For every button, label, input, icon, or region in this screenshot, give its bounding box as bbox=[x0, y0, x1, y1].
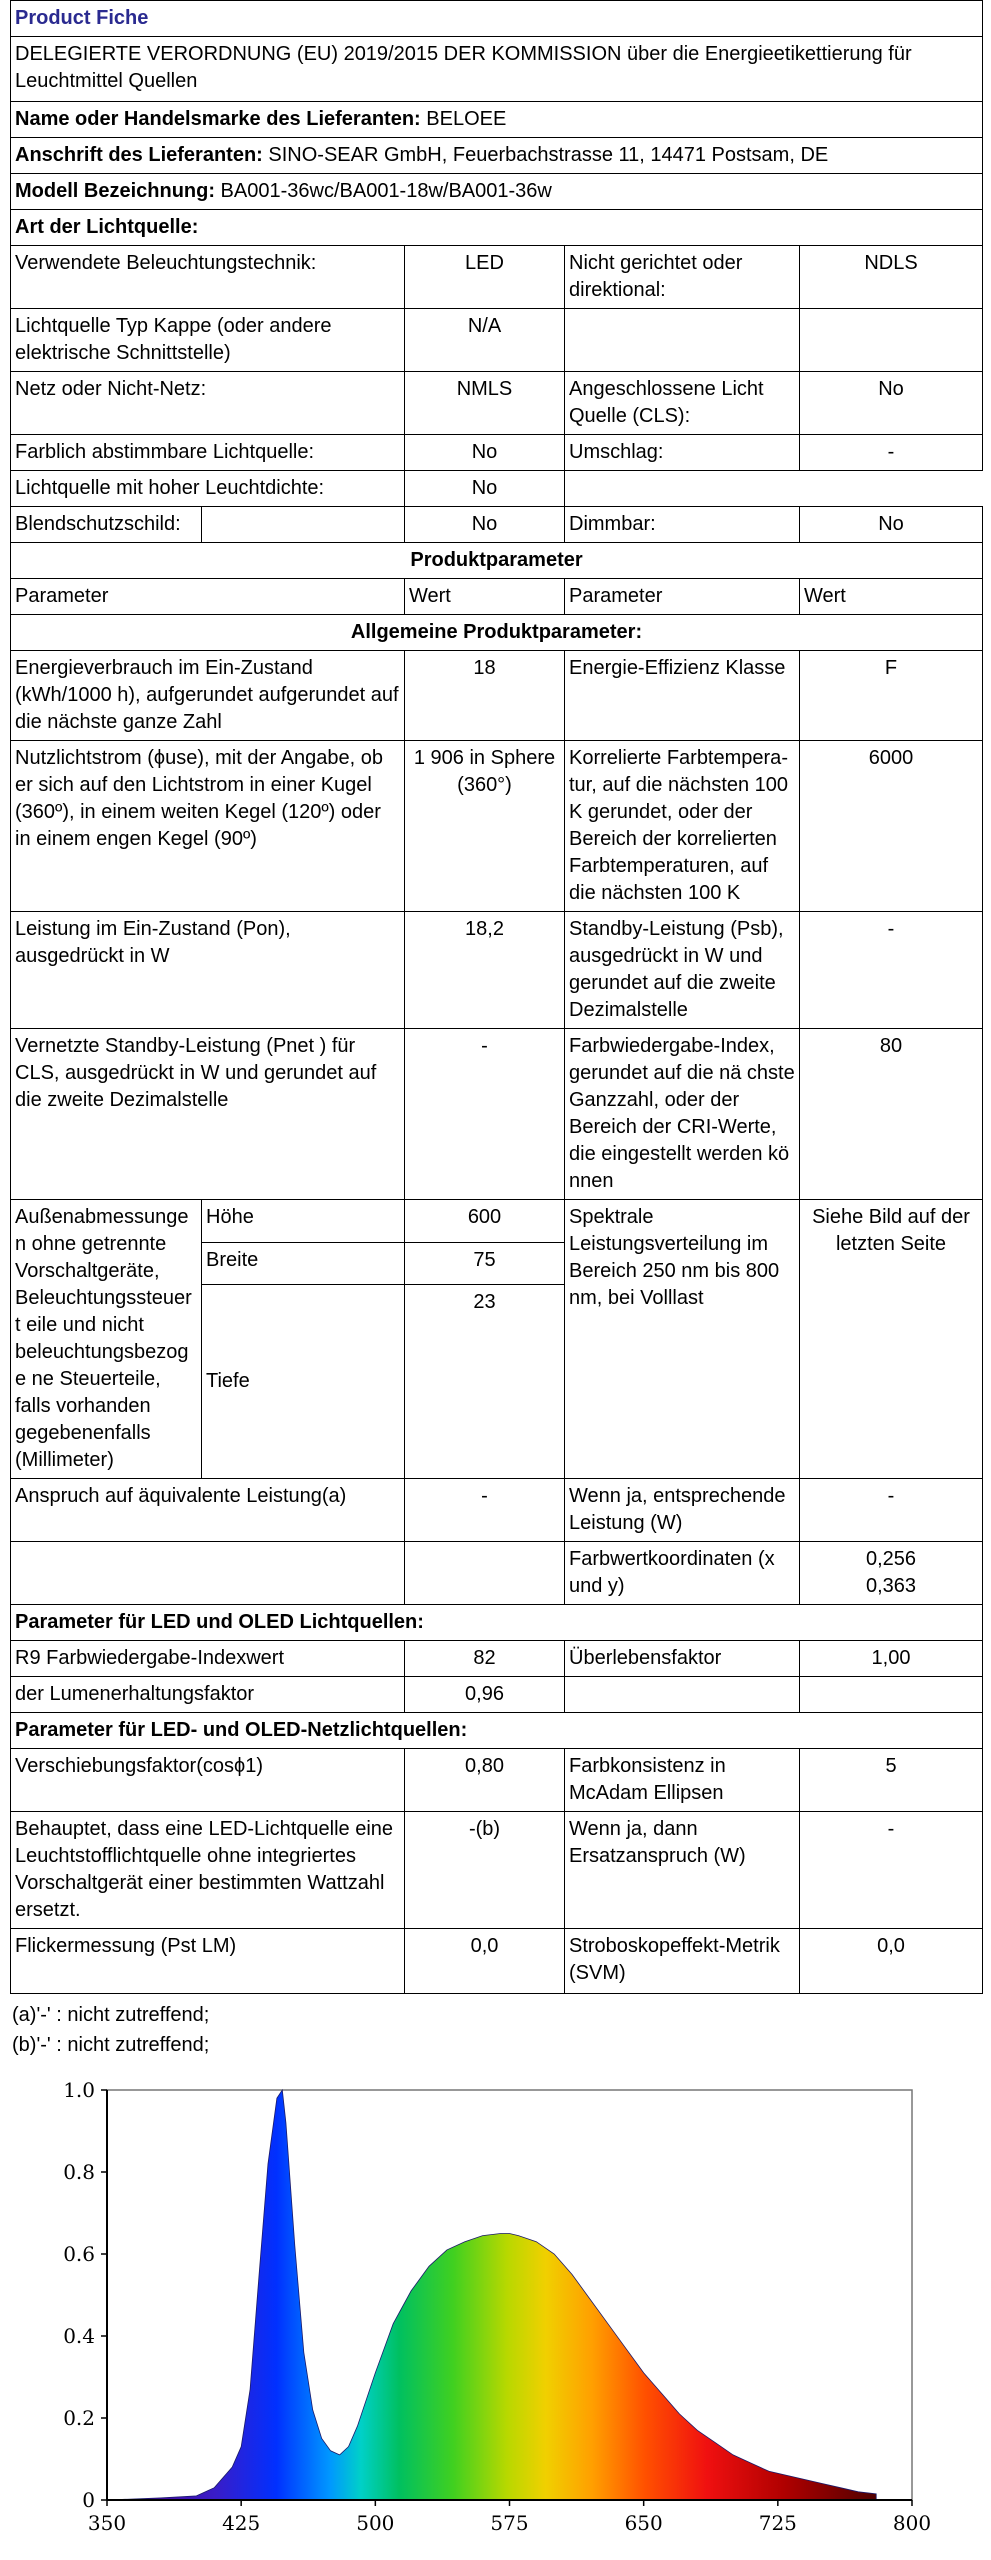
supplier-value: BELOEE bbox=[420, 108, 507, 130]
lumen-label: der Lumenerhaltungsfaktor bbox=[11, 1677, 405, 1713]
cos-value: 0,80 bbox=[405, 1749, 565, 1812]
replace-row bbox=[11, 1812, 983, 1929]
mcadam-value: 5 bbox=[800, 1749, 983, 1812]
cos-label: Verschiebungsfaktor(cosϕ1) bbox=[11, 1749, 405, 1812]
directional-value: NDLS bbox=[800, 246, 983, 309]
equiv-w-value: - bbox=[800, 1479, 983, 1542]
dims-label: Außenabmessungen ohne getrennte Vorschaltgeräte, Beleuchtungssteuert eile und nicht beleuchtungsbezoge ne Steuerteile, falls vorhanden gegebenenfalls (Millimeter) bbox=[11, 1200, 202, 1479]
energy-value: 18 bbox=[405, 651, 565, 741]
led-header-row bbox=[11, 1605, 983, 1641]
spd-value: Siehe Bild auf der letzten Seite bbox=[800, 1200, 983, 1479]
regulation-text: DELEGIERTE VERORDNUNG (EU) 2019/2015 DER KOMMISSION über die Energieetikettierung für Leuchtmittel Quellen bbox=[11, 37, 983, 102]
mains-value: NMLS bbox=[405, 372, 565, 435]
survival-value: 1,00 bbox=[800, 1641, 983, 1677]
flux-value: 1 906 in Sphere (360°) bbox=[405, 741, 565, 912]
pnet-value: - bbox=[405, 1029, 565, 1200]
survival-label: Überlebensfaktor bbox=[565, 1641, 800, 1677]
led-header: Parameter für LED und OLED Lichtquellen: bbox=[11, 1605, 983, 1641]
breite-value: 75 bbox=[405, 1242, 565, 1285]
supplier-label: Name oder Handelsmarke des Lieferanten: bbox=[15, 108, 421, 130]
r9-label: R9 Farbwiedergabe-Indexwert bbox=[11, 1641, 405, 1677]
y-tick-label-0: 0 bbox=[82, 2488, 95, 2512]
psb-value: - bbox=[800, 912, 983, 1029]
supplier-row bbox=[11, 102, 983, 138]
fiche-table bbox=[10, 0, 983, 1994]
equiv-w-label: Wenn ja, entsprechende Leistung (W) bbox=[565, 1479, 800, 1542]
x-tick-label-350: 350 bbox=[87, 2511, 127, 2535]
lumen-row bbox=[11, 1677, 983, 1713]
tech-row bbox=[11, 246, 983, 309]
tunable-label: Farblich abstimmbare Lichtquelle: bbox=[11, 435, 405, 471]
footnote-b: (b)'-' : nicht zutreffend; bbox=[12, 2034, 210, 2056]
hl-label: Lichtquelle mit hoher Leuchtdichte: bbox=[11, 471, 405, 507]
cri-value: 80 bbox=[800, 1029, 983, 1200]
col-wert-1: Wert bbox=[405, 579, 565, 615]
y-tick-label-0.2: 0.2 bbox=[63, 2406, 95, 2430]
y-tick-label-1.0: 1.0 bbox=[63, 2078, 95, 2102]
address-label: Anschrift des Lieferanten: bbox=[15, 144, 263, 166]
address-value: SINO-SEAR GmbH, Feuerbachstrasse 11, 14471 Postsam, DE bbox=[262, 144, 829, 166]
replace-w-value: - bbox=[800, 1812, 983, 1929]
hoehe-value: 600 bbox=[405, 1200, 565, 1243]
equiv-value: - bbox=[405, 1479, 565, 1542]
footnote-a: (a)'-' : nicht zutreffend; bbox=[12, 2004, 210, 2026]
equiv-row bbox=[11, 1479, 983, 1542]
pon-row bbox=[11, 912, 983, 1029]
r9-row bbox=[11, 1641, 983, 1677]
chroma-row bbox=[11, 1542, 983, 1605]
mains-row bbox=[11, 372, 983, 435]
flicker-label: Flickermessung (Pst LM) bbox=[11, 1929, 405, 1994]
x-tick-label-800: 800 bbox=[892, 2511, 932, 2535]
x-tick-label-575: 575 bbox=[490, 2511, 529, 2535]
x-tick-label-500: 500 bbox=[356, 2511, 395, 2535]
chroma-x-value: 0,256 bbox=[865, 1548, 917, 1570]
x-tick-label-650: 650 bbox=[624, 2511, 663, 2535]
mains-label: Netz oder Nicht-Netz: bbox=[11, 372, 405, 435]
mcadam-label: Farbkonsistenz in McAdam Ellipsen bbox=[565, 1749, 800, 1812]
pnet-label: Vernetzte Standby-Leistung (Pnet ) für CLS, ausgedrückt in W und gerundet auf die zweite Dezimalstelle bbox=[11, 1029, 405, 1200]
high-luminance-row bbox=[11, 471, 983, 507]
model-value: BA001-36wc/BA001-18w/BA001-36w bbox=[215, 180, 552, 202]
regulation-row bbox=[11, 37, 983, 102]
directional-label: Nicht gerichtet oder direktional: bbox=[565, 246, 800, 309]
lumen-value: 0,96 bbox=[405, 1677, 565, 1713]
flux-label: Nutzlichtstrom (ϕuse), mit der Angabe, ob er sich auf den Lichtstrom in einer Kugel (360º), in einem weiten Kegel (120º) oder in einem engen Kegel (90º) bbox=[11, 741, 405, 912]
dims-row-height bbox=[11, 1200, 983, 1243]
col-wert-2: Wert bbox=[800, 579, 983, 615]
product-fiche bbox=[10, 0, 982, 2060]
footnotes bbox=[10, 2000, 982, 2060]
pon-label: Leistung im Ein-Zustand (Pon), ausgedrückt in W bbox=[11, 912, 405, 1029]
cct-value: 6000 bbox=[800, 741, 983, 912]
art-header: Art der Lichtquelle: bbox=[11, 210, 983, 246]
psb-label: Standby-Leistung (Psb), ausgedrückt in W und gerundet auf die zweite Dezimalstelle bbox=[565, 912, 800, 1029]
replace-w-label: Wenn ja, dann Ersatzanspruch (W) bbox=[565, 1812, 800, 1929]
y-tick-label-0.8: 0.8 bbox=[63, 2160, 95, 2184]
tech-value: LED bbox=[405, 246, 565, 309]
address-row bbox=[11, 138, 983, 174]
energy-label: Energieverbrauch im Ein-Zustand (kWh/1000 h), aufgerundet aufgerundet auf die nächste ganze Zahl bbox=[11, 651, 405, 741]
art-header-row bbox=[11, 210, 983, 246]
model-row bbox=[11, 174, 983, 210]
allgemeine-header: Allgemeine Produktparameter: bbox=[11, 615, 983, 651]
allgemeine-row bbox=[11, 615, 983, 651]
pon-value: 18,2 bbox=[405, 912, 565, 1029]
y-tick-label-0.6: 0.6 bbox=[63, 2242, 95, 2266]
y-tick-label-0.4: 0.4 bbox=[63, 2324, 95, 2348]
produktparameter-row bbox=[11, 543, 983, 579]
page-title: Product Fiche bbox=[11, 1, 983, 37]
chroma-y-value: 0,363 bbox=[865, 1575, 917, 1597]
tiefe-label: Tiefe bbox=[202, 1285, 405, 1479]
spd-label: Spektrale Leistungsverteilung im Bereich 250 nm bis 800 nm, bei Volllast bbox=[565, 1200, 800, 1479]
hoehe-label: Höhe bbox=[202, 1200, 405, 1243]
replace-value: -(b) bbox=[405, 1812, 565, 1929]
glare-value: No bbox=[405, 507, 565, 543]
flicker-value: 0,0 bbox=[405, 1929, 565, 1994]
flicker-row bbox=[11, 1929, 983, 1994]
cct-label: Korrelierte Farbtemperatur, auf die nächsten 100 K gerundet, oder der Bereich der korrelierten Farbtemperaturen, auf die nächsten 100 K bbox=[565, 741, 800, 912]
cri-label: Farbwiedergabe-Index, gerundet auf die nä chste Ganzzahl, oder der Bereich der CRI-Werte, die eingestellt werden kö nnen bbox=[565, 1029, 800, 1200]
svm-label: Stroboskopeffekt-Metrik (SVM) bbox=[565, 1929, 800, 1994]
produktparameter-header: Produktparameter bbox=[11, 543, 983, 579]
spectrum-chart bbox=[52, 2075, 932, 2535]
breite-label: Breite bbox=[202, 1242, 405, 1285]
cls-label: Angeschlossene Licht Quelle (CLS): bbox=[565, 372, 800, 435]
replace-label: Behauptet, dass eine LED-Lichtquelle eine Leuchtstofflichtquelle ohne integriertes Vorschaltgerät einer bestimmten Wattzahl ersetzt. bbox=[11, 1812, 405, 1929]
col-parameter-2: Parameter bbox=[565, 579, 800, 615]
tunable-value: No bbox=[405, 435, 565, 471]
mains-header-row bbox=[11, 1713, 983, 1749]
envelope-value: - bbox=[800, 435, 983, 471]
tunable-row bbox=[11, 435, 983, 471]
col-parameter-1: Parameter bbox=[11, 579, 405, 615]
energy-row bbox=[11, 651, 983, 741]
pnet-row bbox=[11, 1029, 983, 1200]
cap-value: N/A bbox=[405, 309, 565, 372]
cap-label: Lichtquelle Typ Kappe (oder andere elektrische Schnittstelle) bbox=[11, 309, 405, 372]
hl-value: No bbox=[405, 471, 565, 507]
class-label: Energie-Effizienz Klasse bbox=[565, 651, 800, 741]
equiv-label: Anspruch auf äquivalente Leistung(a) bbox=[11, 1479, 405, 1542]
dimm-value: No bbox=[800, 507, 983, 543]
chroma-label: Farbwertkoordinaten (x und y) bbox=[565, 1542, 800, 1605]
r9-value: 82 bbox=[405, 1641, 565, 1677]
flux-row bbox=[11, 741, 983, 912]
glare-label: Blendschutzschild: bbox=[11, 507, 202, 543]
x-tick-label-425: 425 bbox=[222, 2511, 261, 2535]
cos-row bbox=[11, 1749, 983, 1812]
x-tick-label-725: 725 bbox=[758, 2511, 797, 2535]
cls-value: No bbox=[800, 372, 983, 435]
model-label: Modell Bezeichnung: bbox=[15, 180, 215, 202]
class-value: F bbox=[800, 651, 983, 741]
dimm-label: Dimmbar: bbox=[565, 507, 800, 543]
tech-label: Verwendete Beleuchtungstechnik: bbox=[11, 246, 405, 309]
svm-value: 0,0 bbox=[800, 1929, 983, 1994]
glare-row bbox=[11, 507, 983, 543]
mains-header: Parameter für LED- und OLED-Netzlichtquellen: bbox=[11, 1713, 983, 1749]
cap-row bbox=[11, 309, 983, 372]
tiefe-value: 23 bbox=[405, 1285, 565, 1479]
title-row bbox=[11, 1, 983, 37]
envelope-label: Umschlag: bbox=[565, 435, 800, 471]
column-header-row bbox=[11, 579, 983, 615]
